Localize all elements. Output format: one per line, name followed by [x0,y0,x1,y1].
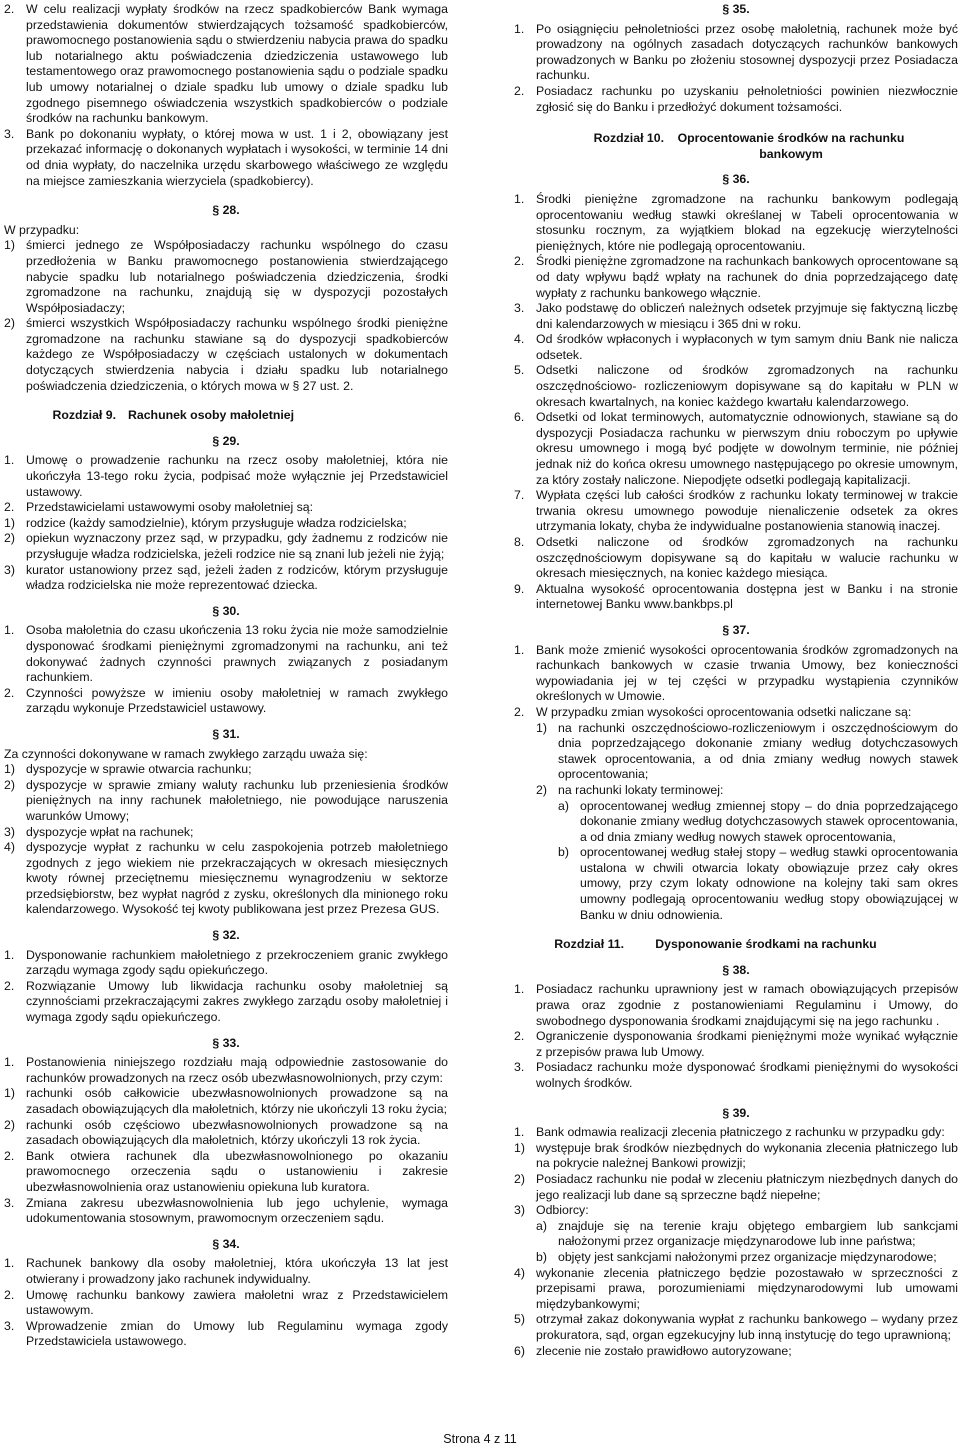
s39-sub-1 [514,1141,958,1172]
s29-sub-1 [4,516,448,532]
s39-sub-2 [514,1172,958,1203]
item-number: 1. [4,1055,15,1070]
item-text: Postanowienia niniejszego rozdziału mają odpowiednie zastosowanie do rachunków prowadzonych na rzecz osób ubezwłasnowolnionych, przy czym: [26,1055,448,1085]
s35-item-2 [514,84,958,115]
item-number: 1. [514,982,525,997]
s39-sub-6 [514,1344,958,1360]
s31-item-2 [4,778,448,825]
item-number: 3. [4,1318,15,1333]
s33-item-2 [4,1149,448,1196]
item-text: Posiadacz rachunku po uzyskaniu pełnoletniości powinien niezwłocznie zgłosić się do Banku i przedłożyć dokument tożsamości. [536,83,958,114]
item-number: 2. [4,685,15,700]
s39-letter-b [536,1250,958,1266]
s31-item-1 [4,762,448,778]
item-number: 1. [4,453,15,468]
item-number: 1. [4,623,15,638]
chapter-title: Rachunek osoby małoletniej [128,408,295,423]
section-37-title: § 37. [722,622,750,637]
item-number: 7. [514,488,525,503]
item-text: rachunki osób częściowo ubezwłasnowolnionych prowadzone są na zasadach obowiązujących dla małoletnich, którzy ukończyli 13 rok życia. [26,1117,448,1148]
item-number: 4. [514,332,525,347]
s36-item-4 [514,332,958,363]
section-36-title: § 36. [722,172,750,187]
s27-point-3 [4,127,448,189]
chapter-9-heading [4,408,448,424]
item-number: 2. [4,1287,15,1302]
item-number: 2. [514,1029,525,1044]
item-text: Odsetki naliczone od środków zgromadzonych na rachunku oszczędnościowo- rozliczeniowym dopisywane są do kapitału w PLN w okresach kwartalnych, na koniec każdego kwartału kalendarzowego. [536,363,958,409]
section-28-intro: W przypadku: [4,222,80,237]
page-number: Strona 4 z 11 [443,1432,517,1446]
point-text: W celu realizacji wypłaty środków na rzecz spadkobierców Bank wymaga przedstawienia dokumentów stwierdzających tożsamość spadkobierców, prawomocnego postanowienia sądu o stwierdzeniu nabycia prawa do spadku lub notarialnego aktu poświadczenia dziedziczenia ustawowego lub testamentowego oraz prawomocnego postanowienia sądu o podziale spadku lub umowy notarialnej o dziale spadku lub umowy o dziale spadku lub zgodnego pisemnego oświadczenia wszystkich spadkobierców o podziale środków na rachunku bankowym. [26,2,448,126]
item-number: 1. [514,1125,525,1140]
item-text: Wypłata części lub całości środków z rachunku lokaty terminowej w trakcie trwania okresu umownego powoduje nienaliczenie odsetek za okres utrzymania lokaty, chyba że indywidualne postanowienia stanowią inaczej. [536,488,958,534]
left-column [4,2,448,1350]
s28-item-2 [4,316,448,394]
s37-sub-1 [536,721,958,783]
s35-item-1 [514,22,958,84]
s39-letter-a [536,1219,958,1250]
s36-item-3 [514,301,958,332]
item-number: 3. [514,301,525,316]
item-text: Posiadacz rachunku uprawniony jest w ramach obowiązujących przepisów prawa oraz zgodnie z postanowieniami Regulaminu i Umowy, do swobodnego dysponowania środkami znajdującymi się na jego rachunku . [536,982,958,1028]
s31-item-3 [4,825,448,841]
item-number: 3) [4,562,15,577]
item-number: 2) [514,1171,525,1186]
s30-item-1 [4,623,448,685]
item-text: Umowę rachunku bankowy zawiera małoletni wraz z Przedstawicielem ustawowym. [26,1287,448,1318]
s32-item-1 [4,948,448,979]
s32-item-2 [4,979,448,1026]
s33-sub-1 [4,1086,448,1117]
item-number: 1) [536,720,547,735]
s36-item-1 [514,192,958,254]
s39-sub-3 [514,1203,958,1219]
item-text: rodzice (każdy samodzielnie), którym przysługuje władza rodzicielska; [26,515,407,530]
item-text: oprocentowanej według stałej stopy – według stawki oprocentowania ustalona w chwili otwarcia lokaty obowiązuje przez cały okres umowy, przy czym lokaty odnowione na kolejny taki sam okres umowny podlegają oprocentowaniu według stopy obowiązującej w Banku w dniu odnowienia. [580,845,958,922]
item-text: Umowę o prowadzenie rachunku na rzecz osoby małoletniej, która nie ukończyła 13-tego roku życia, podpisać może wyłącznie jej Przedstawiciel ustawowy. [26,453,448,499]
item-number: 1. [514,21,525,36]
chapter-number: Rozdział 11. [554,937,624,952]
item-number: 4) [4,840,15,855]
s29-sub-3 [4,563,448,594]
item-text: rachunki osób całkowicie ubezwłasnowolnionych prowadzone są na zasadach obowiązujących dla małoletnich, którzy nie ukończyli 13 roku życia; [26,1086,448,1116]
item-text: Po osiągnięciu pełnoletniości przez osobę małoletnią, rachunek może być prowadzony na ogólnych zasadach dotyczących rachunków bankowych prowadzonych w Banku po złożeniu stosownej dyspozycji przez Posiadacza rachunku. [536,21,958,83]
item-text: Wprowadzenie zmian do Umowy lub Regulaminu wymaga zgody Przedstawiciela ustawowego. [26,1318,448,1349]
item-number: 2) [4,1117,15,1132]
item-text: Rachunek bankowy dla osoby małoletniej, która ukończyła 13 lat jest otwierany i prowadzony jako rachunek indywidualny. [26,1256,448,1286]
s29-item-1 [4,453,448,500]
s34-item-3 [4,1319,448,1350]
item-text: otrzymał zakaz dokonywania wypłat z rachunku bankowego – wydany przez prokuratora, sąd, organ egzekucyjny lub inną instytucję do tego uprawnioną; [536,1312,958,1342]
item-number: 3) [514,1203,525,1218]
item-text: na rachunki lokaty terminowej: [558,782,724,797]
item-text: dyspozycje w sprawie otwarcia rachunku; [26,762,252,777]
chapter-10-heading [514,131,958,162]
item-number: 5. [514,363,525,378]
s30-item-2 [4,686,448,717]
s34-item-1 [4,1256,448,1287]
s34-item-2 [4,1288,448,1319]
item-number: 6. [514,410,525,425]
item-number: 8. [514,535,525,549]
item-text: Środki pieniężne zgromadzone na rachunku bankowym podlegają oprocentowaniu według stawki określanej w Tabeli oprocentowania w stosunku rocznym, za wyjątkiem blokad na egzekucję wierzytelności pieniężnych, które nie podlegają oprocentowaniu. [536,191,958,253]
item-number: 6) [514,1343,525,1358]
item-text: objęty jest sankcjami nałożonymi przez organizacje międzynarodowe; [558,1249,937,1264]
item-text: opiekun wyznaczony przez sąd, w przypadku, gdy żadnemu z rodziców nie przysługuje władza rodzicielska, jeżeli rodzice nie są znani lub jeżeli nie żyją; [26,531,448,561]
item-number: 3. [514,1060,525,1075]
item-number: 2. [4,1148,15,1163]
item-number: 3. [4,1195,15,1210]
item-number: 1) [4,238,15,253]
s39-sub-5 [514,1312,958,1343]
section-33-title: § 33. [212,1035,240,1050]
s38-item-1 [514,982,958,1029]
section-28-title: § 28. [212,203,240,218]
item-text: Rozwiązanie Umowy lub likwidacja rachunku osoby małoletniej są czynnościami przekraczającymi zakres zwykłego zarządu osoby małoletniej i wymaga zgody sądu opiekuńczego. [26,978,448,1025]
s37-item-2 [514,705,958,721]
section-29-title: § 29. [212,433,240,448]
right-column [514,2,958,1359]
section-31-intro: Za czynności dokonywane w ramach zwykłego zarządu uważa się: [4,746,368,761]
item-text: Posiadacz rachunku nie podał w zleceniu płatniczym niezbędnych danych do jego realizacji lub dane są sprzeczne bądź niepełne; [536,1171,958,1202]
s37-item-1 [514,643,958,705]
item-text: Zmiana zakresu ubezwłasnowolnienia lub jego uchylenie, wymaga udokumentowania stosownym, prawomocnym orzeczeniem sądu. [26,1195,448,1226]
chapter-title: Oprocentowanie środków na rachunku bankowym [677,131,905,161]
item-text: Bank odmawia realizacji zlecenia płatniczego z rachunku w przypadku gdy: [536,1125,945,1140]
section-35-title: § 35. [722,2,750,16]
s27-point-2 [4,2,448,127]
s33-item-1 [4,1055,448,1086]
item-number: 1. [4,1256,15,1271]
item-text: dyspozycje wypłat z rachunku w celu zaspokojenia potrzeb małoletniego zgodnych z jego wiekiem nie przekraczających w okresach miesięcznych kwoty równej przeciętnemu miesięcznemu wynagrodzeniu w sektorze przedsiębiorstw, bez wypłat nagród z zysku, określonych dla minionego roku kalendarzowego. Wysokość tej kwoty publikowana jest przez Prezesa GUS. [26,840,448,917]
item-text: Bank może zmienić wysokości oprocentowania środków zgromadzonych na rachunkach bankowych w czasie trwania Umowy, bez konieczności wypowiadania jej w tej części w przypadku wystąpienia czynników określonych w Umowie. [536,642,958,704]
s33-item-3 [4,1196,448,1227]
s37-sub-2 [536,783,958,799]
section-39-title: § 39. [722,1105,750,1120]
item-text: zlecenie nie zostało prawidłowo autoryzowane; [536,1343,792,1358]
item-number: 1. [4,947,15,962]
item-text: Odbiorcy: [536,1203,589,1218]
item-number: 1) [4,762,15,777]
item-number: 2. [4,500,15,515]
item-number: 2) [4,316,15,331]
item-number: 1. [514,191,525,206]
s39-item-1 [514,1125,958,1141]
item-text: oprocentowanej według zmiennej stopy – do dnia poprzedzającego dokonanie zmiany według dotychczasowych stawek oprocentowania, a od dnia zmiany według nowych stawek oprocentowania, [580,798,958,844]
s37-letter-a [558,799,958,846]
item-text: Odsetki od lokat terminowych, automatycznie odnowionych, stawiane są do dyspozycji Posiadacza rachunku w pierwszym dniu roboczym po upływie okresu umownego i mogą być podjęte w dowolnym terminie, nie później jednak niż do końca okresu umownego następującego po okresie umownym, za który zostały naliczone. Niepodjęte odsetki podlegają kapitalizacji. [536,410,958,487]
section-30-title: § 30. [212,603,240,618]
item-number: 2) [4,777,15,792]
item-number: 4) [514,1265,525,1280]
item-number: a) [558,798,569,813]
item-text: Aktualna wysokość oprocentowania dostępna jest w Banku i na stronie internetowej Banku www.bankbps.pl [536,581,958,612]
item-number: 3) [4,824,15,839]
item-text: Przedstawicielami ustawowymi osoby małoletniej są: [26,500,314,515]
item-number: 2) [536,782,547,797]
item-number: 2. [514,83,525,98]
section-32-title: § 32. [212,928,240,943]
item-text: Posiadacz rachunku może dysponować środkami pieniężnymi do wysokości wolnych środków. [536,1060,958,1090]
s36-item-9 [514,582,958,613]
item-text: Od środków wpłaconych i wypłaconych w tym samym dniu Bank nie nalicza odsetek. [536,332,958,362]
s28-item-1 [4,238,448,316]
chapter-number: Rozdział 9. [52,408,116,423]
item-text: wykonanie zlecenia płatniczego będzie pozostawało w sprzeczności z przepisami prawa, porozumieniami międzynarodowymi lub umowami międzybankowymi; [536,1265,958,1311]
s33-sub-2 [4,1118,448,1149]
item-number: a) [536,1218,547,1233]
item-number: b) [536,1249,547,1264]
item-number: 2. [4,978,15,993]
item-number: 9. [514,581,525,596]
item-number: 1. [514,642,525,657]
item-text: Odsetki naliczone od środków zgromadzonych na rachunku oszczędnościowym dopisywane są do kapitału w walucie rachunku w okresach miesięcznych, na koniec każdego miesiąca. [536,535,958,581]
section-34-title: § 34. [212,1236,240,1251]
chapter-title: Dysponowanie środkami na rachunku [655,937,877,952]
s36-item-7 [514,488,958,535]
item-text: dyspozycje wpłat na rachunek; [26,824,194,839]
item-number: 5) [514,1312,525,1327]
item-text: Dysponowanie rachunkiem małoletniego z przekroczeniem granic zwykłego zarządu wymaga zgody sądu opiekuńczego. [26,947,448,978]
item-text: dyspozycje w sprawie zmiany waluty rachunku lub przeniesienia środków pieniężnych na inny rachunek małoletniego, nie powodujące naruszenia warunków Umowy; [26,777,448,823]
item-text: Osoba małoletnia do czasu ukończenia 13 roku życia nie może samodzielnie dysponować środkami pieniężnymi zgromadzonymi na rachunku, ani też dokonywać żadnych czynności prawnych związanych z posiadanym rachunkiem. [26,623,448,685]
item-number: 2. [514,704,525,719]
item-number: 1) [514,1140,525,1155]
s36-item-5 [514,363,958,410]
item-number: 2. [514,254,525,269]
s31-item-4 [4,840,448,918]
item-text: Środki pieniężne zgromadzone na rachunkach bankowych oprocentowane są od daty wpływu bądź wpłaty na rachunek do dnia poprzedzającego datę wypłaty z rachunku bankowego włącznie. [536,254,958,300]
item-number: b) [558,845,569,860]
s29-sub-2 [4,531,448,562]
item-number: 1) [4,1086,15,1101]
section-38-title: § 38. [722,962,750,977]
s37-letter-b [558,845,958,923]
item-text: na rachunki oszczędnościowo-rozliczeniowym i oszczędnościowym do dnia poprzedzającego dokonanie zmiany według dotychczasowych stawek oprocentowania, a od dnia zmiany według nowych stawek oprocentowania; [558,720,958,782]
section-31-title: § 31. [212,726,240,741]
s29-item-2 [4,500,448,516]
item-text: śmierci jednego ze Współposiadaczy rachunku wspólnego do czasu przedłożenia w Banku prawomocnego postanowienia stwierdzającego nabycie spadku lub notarialnego poświadczenia dziedziczenia, środki zgromadzone na rachunku, znajdują się w dyspozycji pozostałych Współposiadaczy; [26,238,448,315]
item-text: znajduje się na terenie kraju objętego embargiem lub sankcjami nałożonymi przez organizacje międzynarodowe lub inne państwa; [558,1218,958,1249]
item-text: Jako podstawę do obliczeń należnych odsetek przyjmuje się faktyczną liczbę dni kalendarzowych w miesiącu i 365 dni w roku. [536,301,958,331]
s38-item-2 [514,1029,958,1060]
item-text: kurator ustanowiony przez sąd, jeżeli żaden z rodziców, którym przysługuje władza rodzicielska nie może reprezentować dziecka. [26,562,448,593]
point-text: Bank po dokonaniu wypłaty, o której mowa w ust. 1 i 2, obowiązany jest przekazać informację o dokonanych wypłatach i wysokości, w terminie 14 dni od dnia wypłaty, do naczelnika urzędu skarbowego właściwego ze względu na miejsce zamieszkania wierzyciela (spadkobiercy). [26,126,448,188]
s36-item-6 [514,410,958,488]
point-number: 2. [4,2,15,16]
s39-sub-4 [514,1266,958,1313]
item-text: Bank otwiera rachunek dla ubezwłasnowolnionego po okazaniu prawomocnego orzeczenia sądu o ustanowieniu i zakresie ubezwłasnowolnienia oraz ustanowieniu opiekuna lub kuratora. [26,1148,448,1194]
chapter-11-heading [514,937,958,953]
chapter-number: Rozdział 10. [593,131,664,146]
point-number: 3. [4,126,15,141]
s38-item-3 [514,1060,958,1091]
s36-item-8 [514,535,958,582]
item-text: W przypadku zmian wysokości oprocentowania odsetki naliczane są: [536,704,912,719]
item-number: 2) [4,531,15,546]
item-text: śmierci wszystkich Współposiadaczy rachunku wspólnego środki pieniężne zgromadzone na rachunku stawiane są do dyspozycji spadkobierców każdego ze Współposiadaczy w częściach ustalonych w dokumentach dotyczących stwierdzenia nabycia i działu spadku lub notarialnego poświadczenia dziedziczenia, o których mowa w § 27 ust. 2. [26,316,448,393]
item-text: Ograniczenie dysponowania środkami pieniężnymi może wynikać wyłącznie z przepisów prawa lub Umowy. [536,1029,958,1059]
item-text: Czynności powyższe w imieniu osoby małoletniej w ramach zwykłego zarządu wykonuje Przedstawiciel ustawowy. [26,685,448,716]
item-text: występuje brak środków niezbędnych do wykonania zlecenia płatniczego lub na pokrycie należnej Bankowi prowizji; [536,1140,958,1171]
item-number: 1) [4,515,15,530]
s36-item-2 [514,254,958,301]
